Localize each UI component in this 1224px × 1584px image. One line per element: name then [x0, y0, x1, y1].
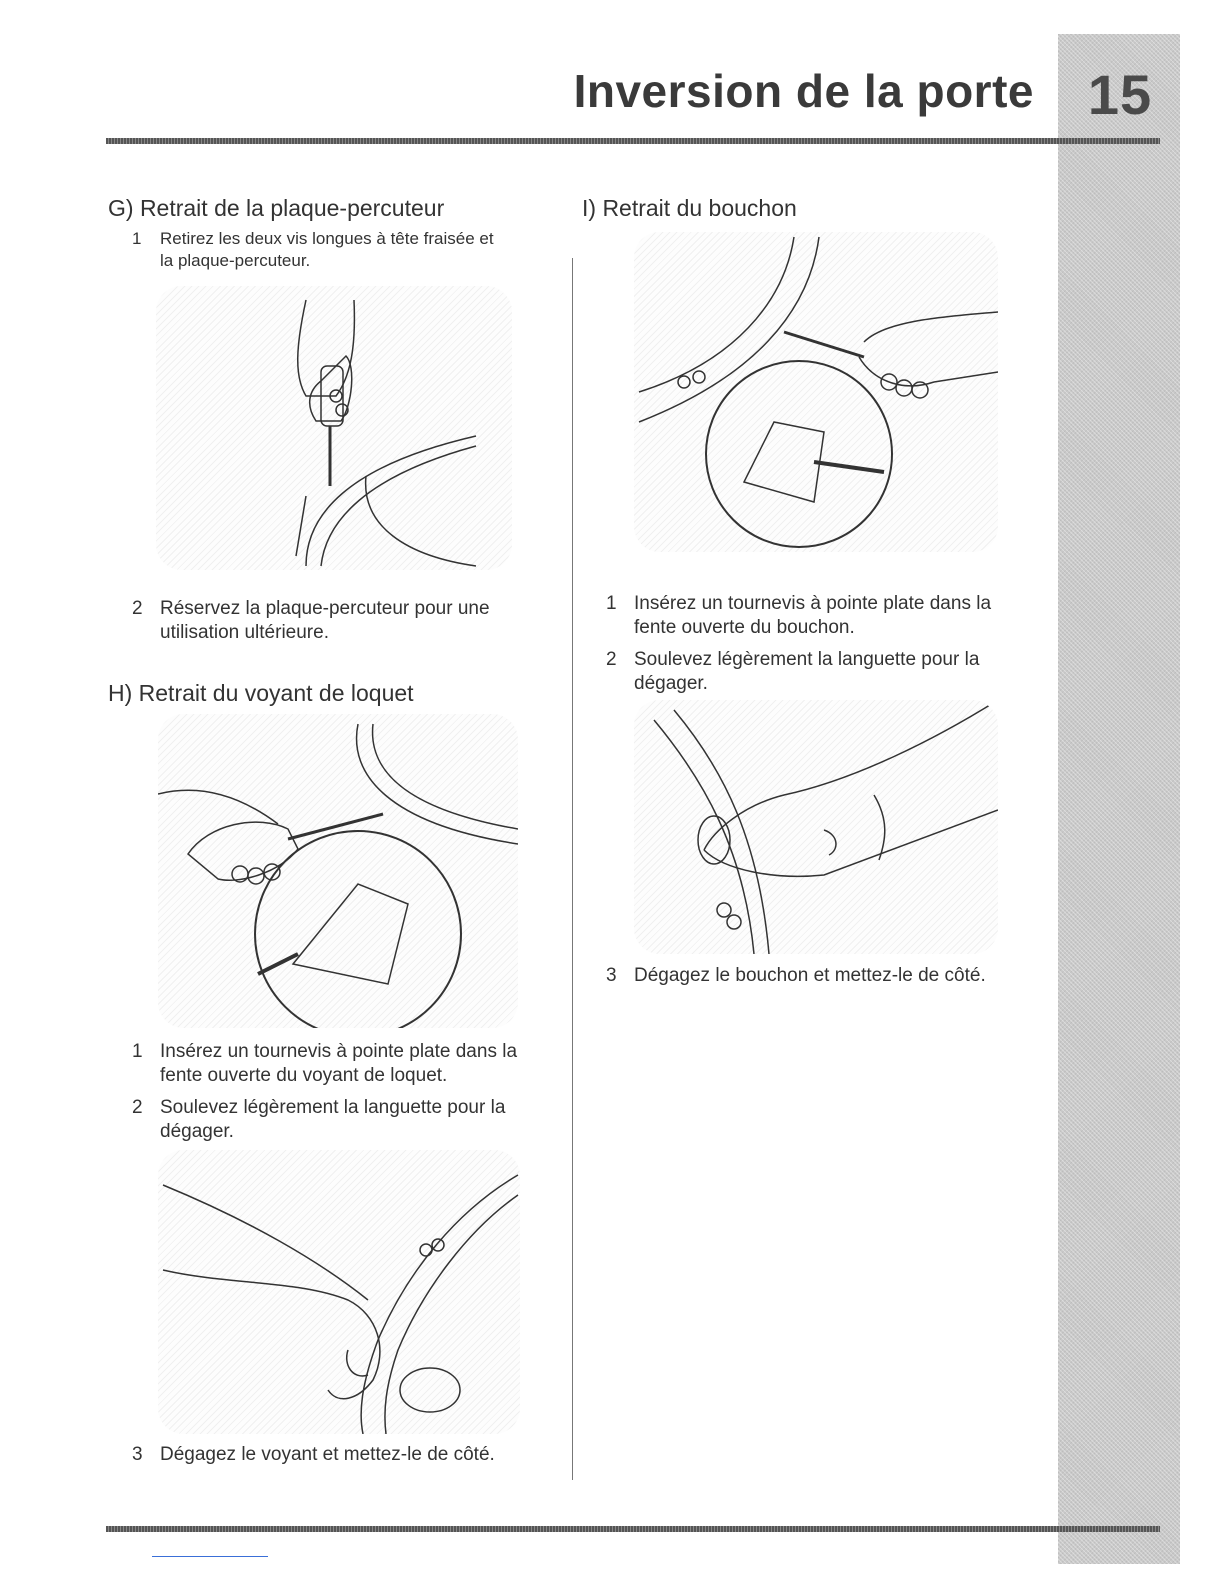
column-divider: [572, 258, 573, 1480]
step-number: 2: [132, 1097, 143, 1118]
step-text-line-1: Retirez les deux vis longues à tête fraisée et: [160, 229, 494, 248]
step-number: 3: [606, 965, 617, 986]
section-h-step-3: [132, 1443, 552, 1469]
step-text-line-2: utilisation ultérieure.: [160, 622, 329, 643]
section-i-step-3: [606, 964, 1036, 990]
step-number: 3: [132, 1444, 143, 1465]
top-rule: [106, 138, 1160, 144]
step-text-line-1: Réservez la plaque-percuteur pour une: [160, 598, 490, 619]
step-text-line-2: fente ouverte du voyant de loquet.: [160, 1065, 448, 1086]
step-text-line-1: Insérez un tournevis à pointe plate dans la: [160, 1041, 518, 1062]
step-number: 1: [606, 593, 617, 614]
section-i-step-1: [606, 592, 1036, 642]
step-text-line-2: dégager.: [634, 673, 708, 694]
step-text-line-2: fente ouverte du bouchon.: [634, 617, 855, 638]
step-text-line-2: dégager.: [160, 1121, 234, 1142]
section-i-step-2: [606, 648, 1036, 698]
step-text-line-1: Dégagez le bouchon et mettez-le de côté.: [634, 965, 986, 986]
step-text-line-1: Dégagez le voyant et mettez-le de côté.: [160, 1444, 495, 1465]
side-tab: [1058, 34, 1180, 1564]
figure-strike-plate-removal: [156, 286, 512, 570]
step-number: 1: [132, 1041, 143, 1062]
step-number: 2: [606, 649, 617, 670]
figure-latch-light-removal: [158, 714, 518, 1028]
bottom-rule: [106, 1526, 1160, 1532]
figure-latch-light-lift: [158, 1150, 520, 1434]
figure-plug-lift: [634, 700, 998, 954]
footer-line: [152, 1556, 268, 1557]
section-h-heading: H) Retrait du voyant de loquet: [108, 680, 414, 706]
section-g-step-2: [132, 597, 552, 647]
step-text-line-1: Insérez un tournevis à pointe plate dans la: [634, 593, 992, 614]
page-number: 15: [1087, 63, 1153, 126]
section-g-step-1: [132, 228, 562, 274]
step-text-line-1: Soulevez légèrement la languette pour la: [634, 649, 980, 670]
step-text-line-1: Soulevez légèrement la languette pour la: [160, 1097, 506, 1118]
section-h-step-2: [132, 1096, 552, 1146]
figure-plug-removal: [634, 232, 998, 552]
section-h-step-1: [132, 1040, 552, 1090]
step-number: 2: [132, 598, 143, 619]
step-text-line-2: la plaque-percuteur.: [160, 251, 311, 270]
section-i-heading: I) Retrait du bouchon: [582, 195, 797, 221]
page-title: Inversion de la porte: [573, 65, 1034, 117]
step-number: 1: [132, 229, 142, 248]
section-g-heading: G) Retrait de la plaque-percuteur: [108, 195, 445, 221]
